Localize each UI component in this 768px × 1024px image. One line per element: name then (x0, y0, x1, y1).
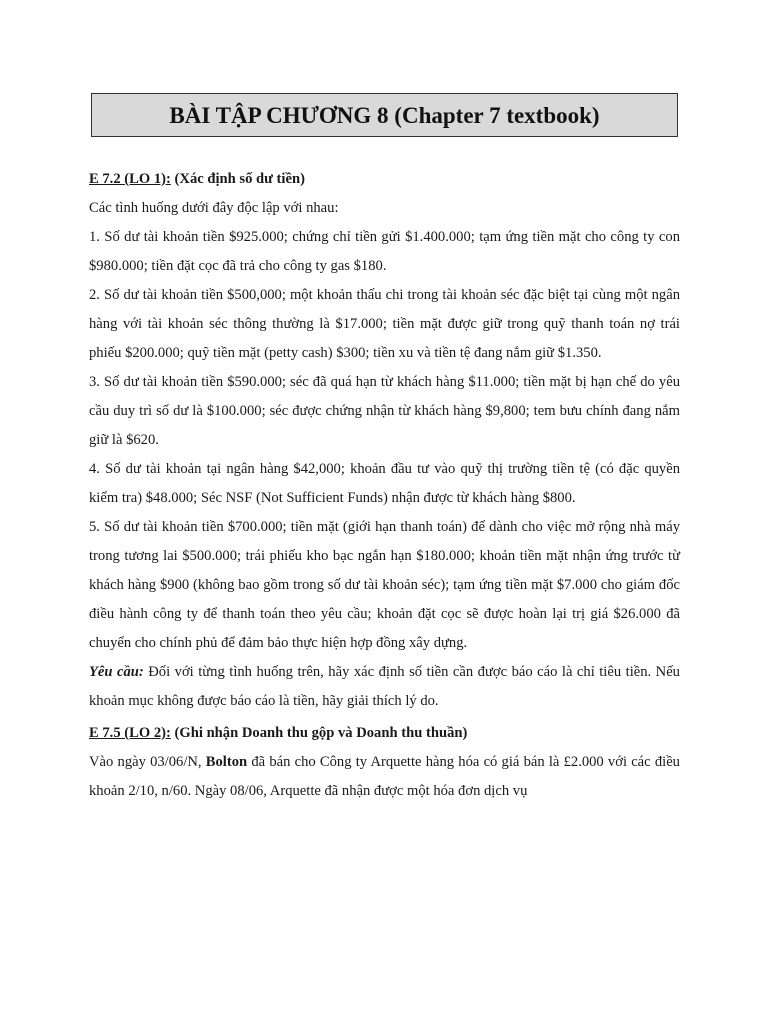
situation-item-5: 5. Số dư tài khoản tiền $700.000; tiền mặt (giới hạn thanh toán) để dành cho việc mở rộng nhà máy trong tương lai $500.000; trái phiếu kho bạc ngắn hạn $180.000; khoản tiền mặt nhận ứng trước từ khách hàng $900 (không bao gồm trong số dư tài khoản séc); tạm ứng tiền mặt $7.000 cho giám đốc điều hành công ty để thanh toán theo yêu cầu; khoản đặt cọc sẽ được hoàn lại trị giá $26.000 đã chuyển cho chính phủ để đảm bảo thực hiện hợp đồng xây dựng. (89, 519, 680, 651)
situation-item-3: 3. Số dư tài khoản tiền $590.000; séc đã quá hạn từ khách hàng $11.000; tiền mặt bị hạn chế do yêu cầu duy trì số dư là $100.000; séc được chứng nhận từ khách hàng $9,800; tem bưu chính đang nắm giữ là $620. (89, 374, 680, 448)
exercise-heading (89, 719, 680, 748)
situation-item-1: 1. Số dư tài khoản tiền $925.000; chứng chỉ tiền gửi $1.400.000; tạm ứng tiền mặt cho công ty con $980.000; tiền đặt cọc đã trả cho công ty gas $180. (89, 229, 680, 274)
paragraph-text: Vào ngày 03/06/N, (89, 754, 206, 770)
requirement-text: Đối với từng tình huống trên, hãy xác định số tiền cần được báo cáo là chỉ tiêu tiền. Nếu khoản mục không được báo cáo là tiền, hãy giải thích lý do. (89, 664, 680, 709)
exercise-paragraph (89, 748, 680, 806)
exercise-topic: (Ghi nhận Doanh thu gộp và Doanh thu thuần) (170, 725, 468, 741)
company-name: Bolton (205, 754, 248, 770)
exercise-code: E 7.5 (LO 2): (89, 725, 171, 741)
exercise-topic: (Xác định số dư tiền) (170, 171, 305, 187)
paragraph-text: đã bán cho Công ty Arquette hàng hóa có giá bán là £2.000 với các điều khoản 2/10, n/60. Ngày 08/06, Arquette đã nhận được một hóa đơn dịch vụ (89, 754, 680, 799)
page-title: BÀI TẬP CHƯƠNG 8 (Chapter 7 textbook) (91, 93, 678, 137)
exercise-heading (89, 165, 680, 194)
situation-item-4: 4. Số dư tài khoản tại ngân hàng $42,000; khoản đầu tư vào quỹ thị trường tiền tệ (có đặc quyền kiểm tra) $48.000; Séc NSF (Not Sufficient Funds) nhận được từ khách hàng $800. (89, 461, 680, 506)
situation-item-2: 2. Số dư tài khoản tiền $500,000; một khoản thấu chi trong tài khoản séc đặc biệt tại cùng một ngân hàng với tài khoản séc thông thường là $17.000; tiền mặt được giữ trong quỹ thanh toán nợ trái phiếu $200.000; quỹ tiền mặt (petty cash) $300; tiền xu và tiền tệ đang nắm giữ $1.350. (89, 287, 680, 361)
requirement-paragraph (89, 658, 680, 716)
exercise-code: E 7.2 (LO 1): (89, 171, 171, 187)
document-body (89, 165, 680, 806)
exercise-intro: Các tình huống dưới đây độc lập với nhau: (89, 200, 339, 216)
requirement-label: Yêu cầu: (89, 664, 144, 680)
